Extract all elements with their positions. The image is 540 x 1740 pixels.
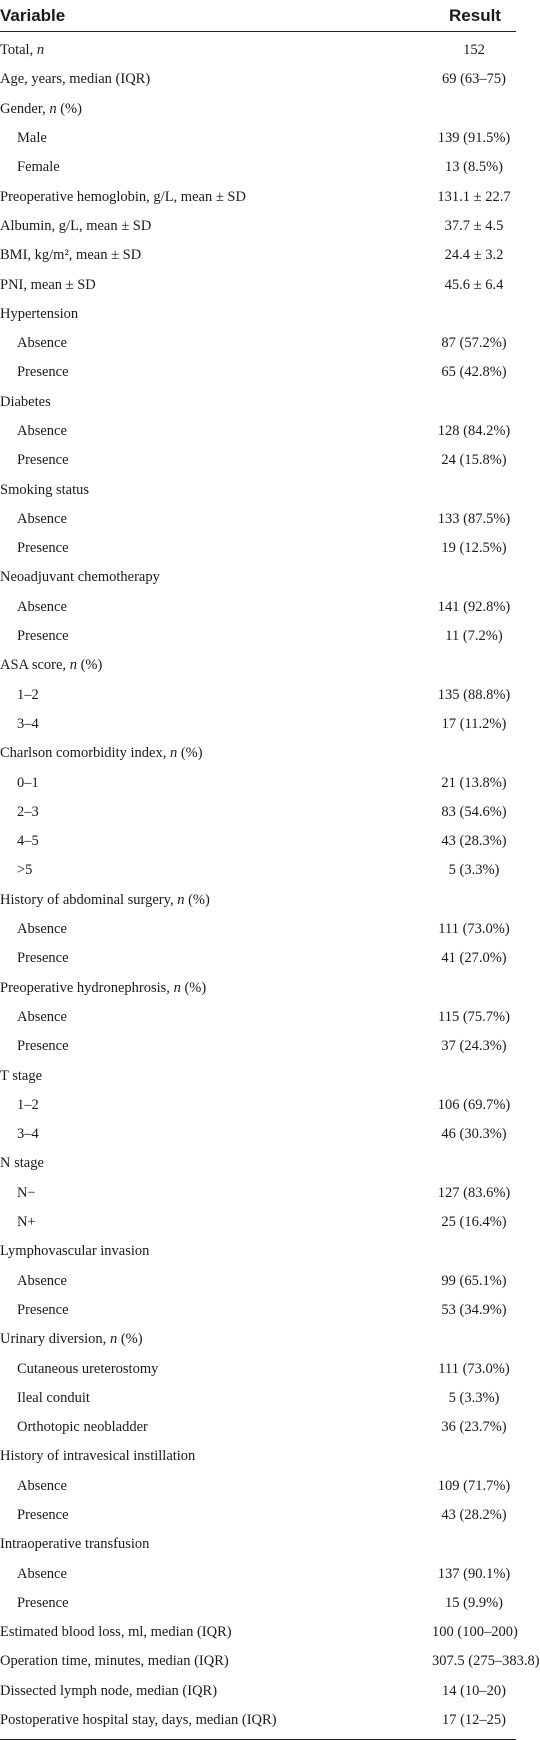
result-cell: 111 (73.0%)	[438, 921, 510, 938]
variable-cell: Hypertension	[0, 305, 79, 322]
result-cell: 5 (3.3%)	[448, 1389, 500, 1406]
variable-cell: BMI, kg/m², mean ± SD	[0, 247, 142, 264]
table-row	[0, 1559, 516, 1588]
table-row	[0, 1325, 516, 1354]
table-row	[0, 798, 516, 827]
table-row	[0, 358, 516, 387]
result-cell: 43 (28.2%)	[441, 1506, 507, 1523]
result-cell: 25 (16.4%)	[441, 1214, 507, 1231]
table-row	[0, 388, 516, 417]
result-cell: 24.4 ± 3.2	[444, 247, 504, 264]
table-row	[0, 1003, 516, 1032]
result-cell: 100 (100–200)	[432, 1624, 518, 1641]
table-row	[0, 65, 516, 94]
result-cell: 13 (8.5%)	[445, 159, 503, 176]
table-row	[0, 856, 516, 885]
variable-cell: Presence	[17, 1301, 69, 1318]
variable-cell: >5	[17, 862, 33, 879]
result-cell: 69 (63–75)	[441, 71, 507, 88]
variable-cell: Preoperative hemoglobin, g/L, mean ± SD	[0, 188, 246, 205]
variable-cell: Age, years, median (IQR)	[0, 71, 151, 88]
table-row	[0, 300, 516, 329]
variable-cell: Absence	[17, 598, 67, 615]
table-row	[0, 446, 516, 475]
table-row	[0, 1413, 516, 1442]
result-cell: 17 (12–25)	[441, 1712, 507, 1729]
variable-cell: N−	[17, 1184, 36, 1201]
result-cell: 15 (9.9%)	[445, 1594, 503, 1611]
table-row	[0, 974, 516, 1003]
variable-cell: Lymphovascular invasion	[0, 1243, 150, 1260]
table-row	[0, 212, 516, 241]
table-row	[0, 739, 516, 768]
result-cell: 152	[463, 42, 485, 59]
table-row	[0, 475, 516, 504]
table-row	[0, 1647, 540, 1676]
result-cell: 131.1 ± 22.7	[437, 188, 511, 205]
table-row	[0, 1032, 516, 1061]
result-cell: 83 (54.6%)	[441, 803, 507, 820]
variable-cell: Male	[17, 130, 47, 147]
table-row	[0, 593, 516, 622]
variable-cell: Cutaneous ureterostomy	[17, 1360, 159, 1377]
table-row	[0, 886, 516, 915]
result-cell: 139 (91.5%)	[437, 130, 511, 147]
result-cell: 111 (73.0%)	[438, 1360, 510, 1377]
variable-cell: T stage	[0, 1067, 43, 1084]
table-row	[0, 95, 516, 124]
table-row	[0, 827, 516, 856]
result-cell: 19 (12.5%)	[441, 540, 507, 557]
table-row	[0, 1149, 516, 1178]
variable-cell: Postoperative hospital stay, days, median (IQR)	[0, 1712, 277, 1729]
variable-cell: Estimated blood loss, ml, median (IQR)	[0, 1624, 232, 1641]
table-row	[0, 1442, 516, 1471]
header-variable: Variable	[0, 5, 66, 25]
result-cell: 41 (27.0%)	[441, 950, 507, 967]
result-cell: 141 (92.8%)	[437, 598, 511, 615]
result-cell: 45.6 ± 6.4	[444, 276, 504, 293]
variable-cell: Preoperative hydronephrosis, n (%)	[0, 979, 207, 996]
variable-cell: Total, n	[0, 42, 45, 59]
variable-cell: Ileal conduit	[17, 1389, 90, 1406]
table-row	[0, 563, 516, 592]
variable-cell: Absence	[17, 921, 67, 938]
variable-cell: PNI, mean ± SD	[0, 276, 96, 293]
variable-cell: Diabetes	[0, 393, 51, 410]
variable-cell: Dissected lymph node, median (IQR)	[0, 1682, 218, 1699]
result-cell: 128 (84.2%)	[437, 423, 511, 439]
table-row	[0, 1061, 516, 1090]
variable-cell: N stage	[0, 1155, 44, 1172]
table-row	[0, 944, 516, 973]
table-row	[0, 1208, 516, 1237]
table-row	[0, 622, 516, 651]
result-cell: 65 (42.8%)	[441, 364, 507, 381]
variable-cell: Neoadjuvant chemotherapy	[0, 569, 160, 586]
variable-cell: N+	[17, 1214, 36, 1231]
result-cell: 137 (90.1%)	[437, 1565, 511, 1582]
result-cell: 11 (7.2%)	[445, 628, 503, 645]
result-cell: 36 (23.7%)	[441, 1419, 507, 1436]
variable-cell: History of abdominal surgery, n (%)	[0, 891, 210, 908]
table-body	[0, 36, 540, 1735]
variable-cell: 4–5	[17, 833, 39, 850]
result-cell: 307.5 (275–383.8)	[432, 1653, 540, 1670]
table-row	[0, 241, 516, 270]
variable-cell: 1–2	[17, 686, 39, 703]
table-row	[0, 534, 516, 563]
table-row	[0, 1091, 516, 1120]
result-cell: 24 (15.8%)	[441, 452, 507, 469]
table-row	[0, 1677, 516, 1706]
table-row	[0, 710, 516, 739]
result-cell: 46 (30.3%)	[441, 1126, 507, 1143]
table-row	[0, 651, 516, 680]
variable-cell: Intraoperative transfusion	[0, 1536, 150, 1553]
variable-cell: Absence	[17, 423, 67, 439]
table-row	[0, 270, 516, 299]
variable-cell: Female	[17, 159, 60, 176]
result-cell: 37 (24.3%)	[441, 1038, 507, 1055]
variable-cell: Absence	[17, 1272, 67, 1289]
result-cell: 99 (65.1%)	[441, 1272, 507, 1289]
result-cell: 133 (87.5%)	[437, 510, 511, 527]
variable-cell: Presence	[17, 452, 69, 469]
variable-cell: Presence	[17, 1038, 69, 1055]
variable-cell: 2–3	[17, 803, 39, 820]
table-row	[0, 505, 516, 534]
variable-cell: Presence	[17, 628, 69, 645]
variable-cell: Absence	[17, 1565, 67, 1582]
variable-cell: Smoking status	[0, 481, 90, 498]
header-result: Result	[449, 5, 501, 25]
table-row	[0, 1501, 516, 1530]
result-cell: 109 (71.7%)	[437, 1477, 511, 1494]
table-row	[0, 36, 516, 65]
table-row	[0, 915, 516, 944]
result-cell: 21 (13.8%)	[441, 774, 507, 791]
table-row	[0, 768, 516, 797]
table-row	[0, 1237, 516, 1266]
variable-cell: Absence	[17, 1477, 67, 1494]
variable-cell: Charlson comorbidity index, n (%)	[0, 745, 203, 762]
result-cell: 5 (3.3%)	[448, 862, 500, 879]
variable-cell: 0–1	[17, 774, 39, 791]
variable-cell: Presence	[17, 540, 69, 557]
variable-cell: Presence	[17, 950, 69, 967]
table-row	[0, 1530, 516, 1559]
result-cell: 37.7 ± 4.5	[444, 217, 504, 234]
variable-cell: Orthotopic neobladder	[17, 1419, 148, 1436]
variable-cell: 3–4	[17, 1126, 39, 1143]
variable-cell: Absence	[17, 510, 67, 527]
table-row	[0, 1354, 516, 1383]
result-cell: 14 (10–20)	[441, 1682, 507, 1699]
table-row	[0, 182, 516, 211]
result-cell: 17 (11.2%)	[441, 715, 507, 732]
variable-cell: 3–4	[17, 715, 39, 732]
variable-cell: 1–2	[17, 1096, 39, 1113]
table-row	[0, 1706, 516, 1735]
variable-cell: ASA score, n (%)	[0, 657, 103, 674]
table-row	[0, 153, 516, 182]
variable-cell: Absence	[17, 335, 67, 352]
result-cell: 87 (57.2%)	[441, 335, 507, 352]
table-header	[0, 0, 516, 32]
table-row	[0, 124, 516, 153]
variable-cell: Presence	[17, 1506, 69, 1523]
result-cell: 43 (28.3%)	[441, 833, 507, 850]
result-cell: 127 (83.6%)	[437, 1184, 511, 1201]
table-row	[0, 1266, 516, 1295]
variable-cell: History of intravesical instillation	[0, 1448, 196, 1465]
table-row	[0, 681, 516, 710]
variable-cell: Presence	[17, 364, 69, 381]
variable-cell: Absence	[17, 1008, 67, 1025]
result-cell: 53 (34.9%)	[441, 1301, 507, 1318]
table-row	[0, 1589, 516, 1618]
table-row	[0, 1120, 516, 1149]
result-cell: 135 (88.8%)	[437, 686, 511, 703]
table-row	[0, 1179, 516, 1208]
variable-cell: Operation time, minutes, median (IQR)	[0, 1653, 229, 1670]
result-cell: 106 (69.7%)	[437, 1096, 511, 1113]
result-cell: 115 (75.7%)	[438, 1008, 510, 1025]
variable-cell: Albumin, g/L, mean ± SD	[0, 217, 152, 234]
table-row	[0, 1384, 516, 1413]
table-row	[0, 329, 516, 358]
variable-cell: Urinary diversion, n (%)	[0, 1331, 143, 1348]
table-row	[0, 1472, 516, 1501]
table-row	[0, 1296, 516, 1325]
table-row	[0, 417, 516, 446]
variable-cell: Gender, n (%)	[0, 100, 82, 117]
variable-cell: Presence	[17, 1594, 69, 1611]
table-row	[0, 1618, 516, 1647]
